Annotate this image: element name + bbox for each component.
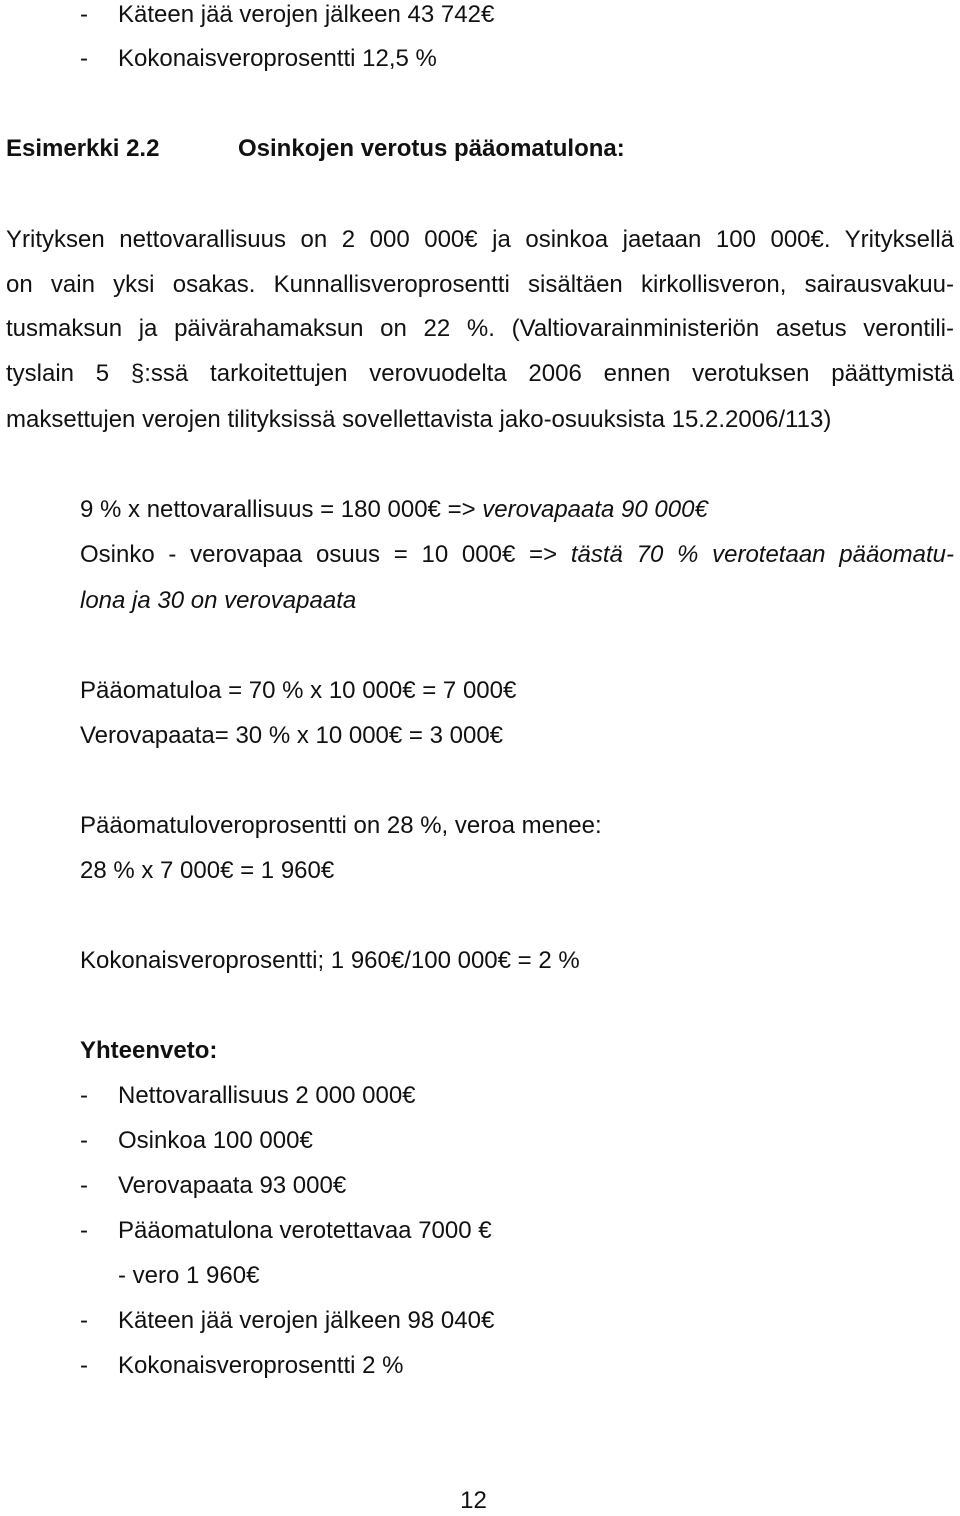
list-bullet: -: [80, 1217, 88, 1244]
calc-text: Osinko - verovapaa osuus = 10 000€ =>: [80, 541, 571, 568]
list-item: [80, 1253, 259, 1299]
list-bullet: -: [80, 1172, 88, 1199]
calc-line-continued: lona ja 30 on verovapaata: [80, 587, 357, 614]
paragraph-line: tusmaksun ja päivärahamaksun on 22 %. (Valtiovarainministeriön asetus verontili-: [6, 315, 954, 342]
calc-text: 9 % x nettovarallisuus = 180 000€ =>: [80, 496, 483, 523]
list-item: [80, 36, 437, 82]
list-item-text: Verovapaata 93 000€: [118, 1172, 347, 1199]
list-item: [80, 1073, 416, 1119]
list-item-text: Nettovarallisuus 2 000 000€: [118, 1082, 416, 1109]
page-number: 12: [460, 1487, 487, 1514]
list-bullet: -: [80, 1352, 88, 1379]
capital-tax-rate-line: Pääomatuloveroprosentti on 28 %, veroa menee:: [80, 812, 602, 839]
tax-free-line: Verovapaata= 30 % x 10 000€ = 3 000€: [80, 722, 504, 749]
list-item-text: Osinkoa 100 000€: [118, 1127, 313, 1154]
summary-title: Yhteenveto:: [80, 1037, 218, 1064]
paragraph-line: tyslain 5 §:ssä tarkoitettujen verovuodelta 2006 ennen verotuksen päättymistä: [6, 360, 954, 387]
list-item-text: Kokonaisveroprosentti 2 %: [118, 1352, 404, 1379]
list-bullet: -: [80, 1127, 88, 1154]
paragraph-line: on vain yksi osakas. Kunnallisveroprosentti sisältäen kirkollisveron, sairausvakuu-: [6, 271, 954, 298]
tax-calc-line: 28 % x 7 000€ = 1 960€: [80, 857, 335, 884]
example-title: Osinkojen verotus pääomatulona:: [238, 135, 625, 162]
list-item: [80, 1118, 313, 1164]
list-item: [80, 1208, 492, 1254]
list-item-text: Käteen jää verojen jälkeen 98 040€: [118, 1307, 495, 1334]
paragraph-line: maksettujen verojen tilityksissä sovellettavista jako-osuuksista 15.2.2006/113): [6, 406, 832, 433]
list-item: [80, 1343, 404, 1389]
list-item-text: - vero 1 960€: [118, 1262, 260, 1289]
calc-line-dividend: [80, 532, 954, 578]
list-item-text: Käteen jää verojen jälkeen 43 742€: [118, 1, 495, 28]
calc-line-net-assets: [80, 487, 708, 533]
list-bullet: -: [80, 1082, 88, 1109]
capital-income-line: Pääomatuloa = 70 % x 10 000€ = 7 000€: [80, 677, 517, 704]
list-bullet: -: [80, 1307, 88, 1334]
list-item-text: Kokonaisveroprosentti 12,5 %: [118, 45, 437, 72]
example-label: Esimerkki 2.2: [6, 135, 160, 162]
paragraph-line: Yrityksen nettovarallisuus on 2 000 000€ ja osinkoa jaetaan 100 000€. Yrityksellä: [6, 226, 954, 253]
calc-italic-text: verovapaata 90 000€: [482, 496, 708, 523]
list-item: [80, 0, 494, 38]
total-rate-line: Kokonaisveroprosentti; 1 960€/100 000€ = 2 %: [80, 947, 580, 974]
list-bullet: -: [80, 45, 88, 72]
list-bullet: -: [80, 1, 88, 28]
calc-italic-text: tästä 70 % verotetaan pääomatu-: [570, 541, 954, 568]
list-item-text: Pääomatulona verotettavaa 7000 €: [118, 1217, 492, 1244]
list-item: [80, 1163, 346, 1209]
list-item: [80, 1298, 494, 1344]
